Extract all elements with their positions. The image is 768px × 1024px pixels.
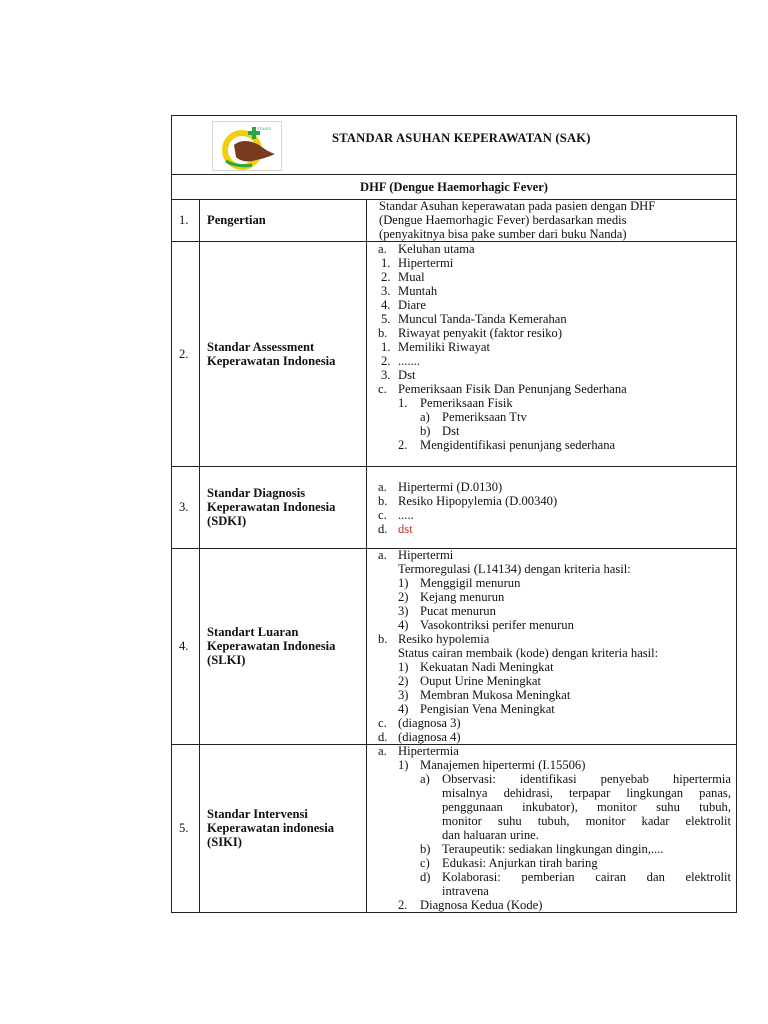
list-marker: d) xyxy=(420,870,431,884)
list-item: Keluhan utama xyxy=(398,242,475,256)
list-marker: 4. xyxy=(381,298,391,312)
list-item: Diare xyxy=(398,298,426,312)
list-marker: 2) xyxy=(398,590,409,604)
list-item: Menggigil menurun xyxy=(420,576,521,590)
list-item: Diagnosa Kedua (Kode) xyxy=(420,898,543,912)
sak-document-table xyxy=(171,115,737,913)
svg-text:STIKES: STIKES xyxy=(257,126,272,131)
list-marker: b. xyxy=(378,326,388,340)
list-marker: 3. xyxy=(381,284,391,298)
divider xyxy=(172,174,736,175)
list-marker: 1. xyxy=(381,256,391,270)
list-marker: d. xyxy=(378,522,388,536)
list-item: penggunaan inkubator), monitor suhu tubuh, xyxy=(442,800,731,814)
list-marker: a) xyxy=(420,772,430,786)
column-divider xyxy=(199,199,200,913)
list-marker: a. xyxy=(378,744,387,758)
list-marker: c) xyxy=(420,856,430,870)
list-item: Hipertermia xyxy=(398,744,459,758)
list-item: Dst xyxy=(442,424,460,438)
list-marker: 2. xyxy=(398,438,408,452)
list-item: intravena xyxy=(442,884,489,898)
list-marker: 2. xyxy=(398,898,408,912)
row-label: Keperawatan indonesia xyxy=(207,821,334,835)
row-label: Keperawatan Indonesia xyxy=(207,354,336,368)
list-marker: 1) xyxy=(398,758,409,772)
list-item: Mual xyxy=(398,270,425,284)
list-item: misalnya dehidrasi, terpapar lingkungan panas, xyxy=(442,786,731,800)
list-item: Resiko hypolemia xyxy=(398,632,490,646)
list-marker: a. xyxy=(378,480,387,494)
list-item: Kejang menurun xyxy=(420,590,505,604)
list-marker: 3. xyxy=(381,368,391,382)
list-item: Pemeriksaan Ttv xyxy=(442,410,527,424)
list-marker: 1) xyxy=(398,660,409,674)
row-label: Standart Luaran xyxy=(207,625,299,639)
list-marker: 4) xyxy=(398,618,409,632)
row-number: 2. xyxy=(179,347,189,361)
list-item: Dst xyxy=(398,368,416,382)
list-item: (diagnosa 4) xyxy=(398,730,461,744)
list-marker: a) xyxy=(420,410,430,424)
list-item: Edukasi: Anjurkan tirah baring xyxy=(442,856,598,870)
list-item: Pucat menurun xyxy=(420,604,496,618)
row-label: Standar Assessment xyxy=(207,340,315,354)
row-number: 3. xyxy=(179,500,189,514)
list-item: ....... xyxy=(398,354,421,368)
list-item: Muntah xyxy=(398,284,438,298)
list-item: monitor suhu tubuh, monitor kadar elektrolit xyxy=(442,814,731,828)
list-item: (diagnosa 3) xyxy=(398,716,461,730)
list-item-highlighted: dst xyxy=(398,522,413,536)
list-marker: 2. xyxy=(381,354,391,368)
list-item: Manajemen hipertermi (I.15506) xyxy=(420,758,586,772)
list-marker: c. xyxy=(378,716,387,730)
row-label: (SLKI) xyxy=(207,653,246,667)
list-marker: 3) xyxy=(398,688,409,702)
definition-line: (Dengue Haemorhagic Fever) berdasarkan medis xyxy=(379,213,627,227)
stikes-logo-icon xyxy=(212,121,282,171)
list-item: Pemeriksaan Fisik xyxy=(420,396,513,410)
list-item: Pengisian Vena Meningkat xyxy=(420,702,555,716)
list-marker: d. xyxy=(378,730,388,744)
list-item: Riwayat penyakit (faktor resiko) xyxy=(398,326,563,340)
list-item: Observasi: identifikasi penyebab hipertermia xyxy=(442,772,731,786)
document-subtitle: DHF (Dengue Haemorhagic Fever) xyxy=(359,180,549,194)
list-marker: 2) xyxy=(398,674,409,688)
definition-line: Standar Asuhan keperawatan pada pasien dengan DHF xyxy=(379,199,656,213)
list-item: Membran Mukosa Meningkat xyxy=(420,688,571,702)
row-label: Standar Diagnosis xyxy=(207,486,306,500)
list-marker: 3) xyxy=(398,604,409,618)
list-item: Pemeriksaan Fisik Dan Penunjang Sederhana xyxy=(398,382,627,396)
list-item: Ouput Urine Meningkat xyxy=(420,674,542,688)
list-item: Hipertermi xyxy=(398,256,454,270)
list-marker: b. xyxy=(378,494,388,508)
list-marker: 1. xyxy=(381,340,391,354)
row-divider xyxy=(172,466,736,467)
document-title: STANDAR ASUHAN KEPERAWATAN (SAK) xyxy=(332,131,591,145)
row-label: Keperawatan Indonesia xyxy=(207,500,336,514)
row-number: 5. xyxy=(179,821,189,835)
list-item: Status cairan membaik (kode) dengan kriteria hasil: xyxy=(398,646,659,660)
list-marker: b) xyxy=(420,842,431,856)
list-item: Hipertermi (D.0130) xyxy=(398,480,503,494)
list-item: Termoregulasi (L14134) dengan kriteria hasil: xyxy=(398,562,631,576)
row-label: Pengertian xyxy=(207,213,266,227)
list-item: Vasokontriksi perifer menurun xyxy=(420,618,574,632)
list-marker: b) xyxy=(420,424,431,438)
row-label: Keperawatan Indonesia xyxy=(207,639,336,653)
list-item: Teraupeutik: sediakan lingkungan dingin,.... xyxy=(442,842,664,856)
list-item: Memiliki Riwayat xyxy=(398,340,490,354)
row-number: 4. xyxy=(179,639,189,653)
row-label: (SIKI) xyxy=(207,835,242,849)
list-marker: 2. xyxy=(381,270,391,284)
list-marker: b. xyxy=(378,632,388,646)
list-marker: c. xyxy=(378,382,387,396)
list-marker: 4) xyxy=(398,702,409,716)
list-item: ..... xyxy=(398,508,414,522)
list-item: Kolaborasi: pemberian cairan dan elektrolit xyxy=(442,870,731,884)
list-item: Muncul Tanda-Tanda Kemerahan xyxy=(398,312,567,326)
column-divider xyxy=(366,199,367,913)
list-marker: c. xyxy=(378,508,387,522)
list-item: Resiko Hipopylemia (D.00340) xyxy=(398,494,558,508)
row-label: (SDKI) xyxy=(207,514,247,528)
row-number: 1. xyxy=(179,213,189,227)
list-marker: 1) xyxy=(398,576,409,590)
definition-line: (penyakitnya bisa pake sumber dari buku Nanda) xyxy=(379,227,627,241)
list-item: Mengidentifikasi penunjang sederhana xyxy=(420,438,616,452)
list-item: dan haluaran urine. xyxy=(442,828,539,842)
list-item: Hipertermi xyxy=(398,548,454,562)
row-label: Standar Intervensi xyxy=(207,807,308,821)
list-marker: a. xyxy=(378,242,387,256)
list-marker: 5. xyxy=(381,312,391,326)
list-item: Kekuatan Nadi Meningkat xyxy=(420,660,554,674)
row-divider xyxy=(172,548,736,549)
list-marker: a. xyxy=(378,548,387,562)
list-marker: 1. xyxy=(398,396,408,410)
